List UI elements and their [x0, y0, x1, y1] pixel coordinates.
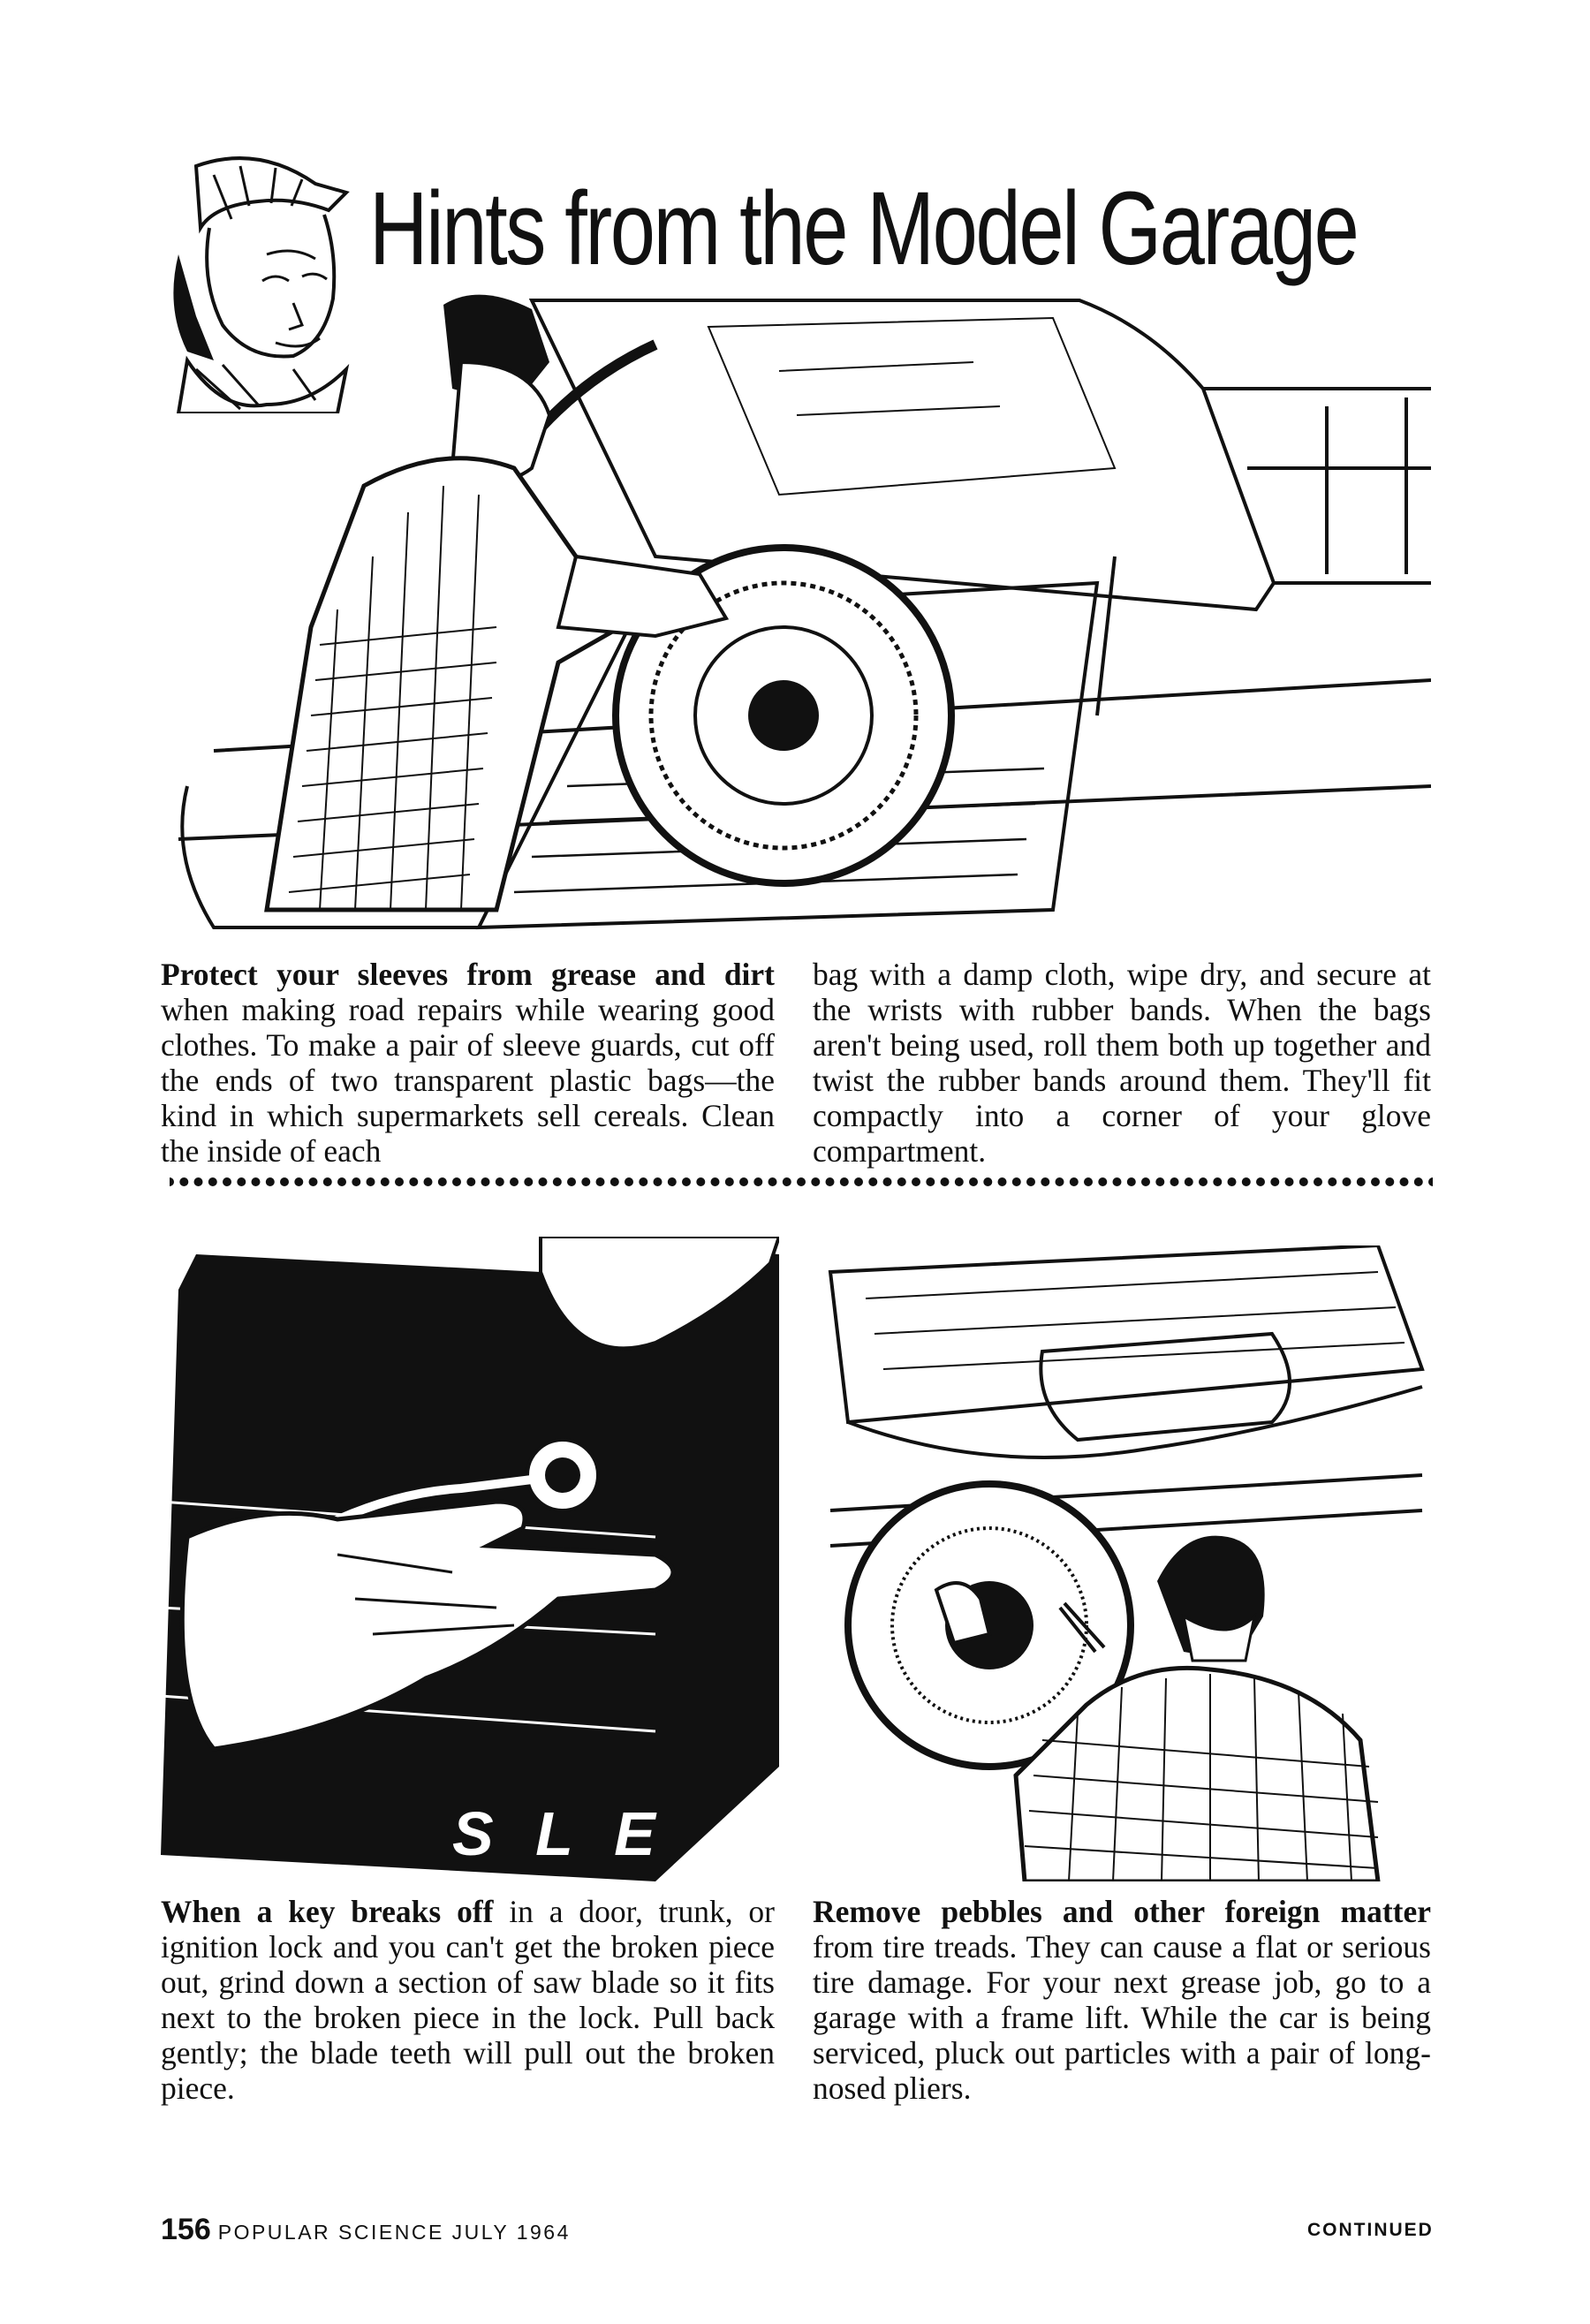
divider-dot	[668, 1177, 677, 1186]
illustration-spare-tire-trunk	[161, 291, 1431, 936]
hint-sleeves-text-a: when making road repairs while wearing good clothes. To make a pair of sleeve guards, cut off the ends of two transparent plastic bags—the kind in which supermarkets sell cereals. Clean the inside of each	[161, 992, 775, 1169]
divider-dot	[309, 1177, 318, 1186]
divider-dot	[1084, 1177, 1093, 1186]
divider-dot	[1070, 1177, 1079, 1186]
divider-dot	[481, 1177, 490, 1186]
page-title: Hints from the Model Garage	[369, 170, 1358, 287]
continued-label: CONTINUED	[1307, 2220, 1434, 2240]
divider-dot	[237, 1177, 246, 1186]
divider-dot	[639, 1177, 647, 1186]
divider-dot	[1414, 1177, 1423, 1186]
divider-dot	[826, 1177, 835, 1186]
page-number: 156	[161, 2213, 211, 2246]
divider-dot	[294, 1177, 303, 1186]
divider-dot	[510, 1177, 519, 1186]
divider-dot	[323, 1177, 332, 1186]
divider-dot	[1270, 1177, 1279, 1186]
divider-dot	[725, 1177, 734, 1186]
divider-dot	[1155, 1177, 1164, 1186]
hint-broken-key	[161, 1894, 775, 2106]
divider-dot	[783, 1177, 791, 1186]
divider-dot	[539, 1177, 548, 1186]
divider-dot	[170, 1177, 174, 1186]
hint-sleeves-column-2: bag with a damp cloth, wipe dry, and secure at the wrists with rubber bands. When the bags aren't being used, roll them both up together and twist the rubber bands around them. They'll fit compactly into a corner of your glove compartment.	[813, 957, 1431, 1169]
publication-line: POPULAR SCIENCE JULY 1964	[217, 2221, 571, 2244]
divider-dot	[1328, 1177, 1336, 1186]
divider-dot	[1199, 1177, 1208, 1186]
divider-dot	[983, 1177, 992, 1186]
divider-dot	[941, 1177, 950, 1186]
divider-dot	[696, 1177, 705, 1186]
divider-dot	[883, 1177, 892, 1186]
divider-dot	[1285, 1177, 1294, 1186]
divider-dot	[1041, 1177, 1049, 1186]
divider-dot	[625, 1177, 633, 1186]
hint-broken-key-lead: When a key breaks off	[161, 1894, 494, 1929]
divider-dot	[266, 1177, 275, 1186]
divider-dot	[811, 1177, 820, 1186]
divider-dot	[496, 1177, 504, 1186]
divider-dot	[553, 1177, 562, 1186]
divider-dot	[1385, 1177, 1394, 1186]
hint-sleeves-lead: Protect your sleeves from grease and dirt	[161, 957, 775, 992]
divider-dot	[409, 1177, 418, 1186]
divider-dot	[1242, 1177, 1251, 1186]
divider-dot	[797, 1177, 806, 1186]
divider-dot	[1357, 1177, 1366, 1186]
hint-tire-pebbles-lead: Remove pebbles and other foreign matter	[813, 1894, 1431, 1929]
divider-dot	[223, 1177, 231, 1186]
divider-dot	[1098, 1177, 1107, 1186]
divider-dot	[424, 1177, 433, 1186]
divider-dot	[280, 1177, 289, 1186]
divider-dot	[998, 1177, 1007, 1186]
illustration-broken-key-lock	[161, 1237, 779, 1881]
dotted-divider	[170, 1175, 1433, 1189]
divider-dot	[926, 1177, 935, 1186]
divider-dot	[1141, 1177, 1150, 1186]
divider-dot	[596, 1177, 605, 1186]
illustration-car-on-lift	[813, 1245, 1431, 1881]
divider-dot	[567, 1177, 576, 1186]
divider-dot	[897, 1177, 906, 1186]
page-footer-left	[161, 2213, 571, 2247]
divider-dot	[367, 1177, 375, 1186]
divider-dot	[524, 1177, 533, 1186]
divider-dot	[1371, 1177, 1380, 1186]
divider-dot	[955, 1177, 964, 1186]
divider-dot	[337, 1177, 346, 1186]
divider-dot	[682, 1177, 691, 1186]
divider-dot	[452, 1177, 461, 1186]
hint-sleeves-column-1	[161, 957, 775, 1169]
divider-dot	[1228, 1177, 1237, 1186]
divider-dot	[1213, 1177, 1222, 1186]
divider-dot	[352, 1177, 360, 1186]
divider-dot	[581, 1177, 590, 1186]
divider-dot	[252, 1177, 261, 1186]
divider-dot	[466, 1177, 475, 1186]
divider-dot	[969, 1177, 978, 1186]
divider-dot	[739, 1177, 748, 1186]
divider-dot	[1056, 1177, 1064, 1186]
divider-dot	[179, 1177, 188, 1186]
divider-dot	[753, 1177, 762, 1186]
divider-dot	[768, 1177, 777, 1186]
divider-dot	[912, 1177, 920, 1186]
hint-tire-pebbles-text: from tire treads. They can cause a flat or serious tire damage. For your next grease job, go to a garage with a frame lift. While the car is being serviced, pluck out particles with a pair of long-nosed pliers.	[813, 1929, 1431, 2106]
divider-dot	[1185, 1177, 1193, 1186]
divider-dot	[395, 1177, 404, 1186]
divider-dot	[381, 1177, 390, 1186]
divider-dot	[1256, 1177, 1265, 1186]
hint-tire-pebbles	[813, 1894, 1431, 2106]
divider-dot	[1428, 1177, 1433, 1186]
hint-broken-key-text: in a door, trunk, or ignition lock and you can't get the broken piece out, grind down a section of saw blade so it fits next to the broken piece in the lock. Pull back gently; the blade teeth will pull out the broken piece.	[161, 1894, 775, 2106]
divider-dot	[654, 1177, 662, 1186]
divider-dot	[1314, 1177, 1322, 1186]
divider-dot	[438, 1177, 447, 1186]
divider-dot	[1127, 1177, 1136, 1186]
divider-dot	[840, 1177, 849, 1186]
divider-dot	[868, 1177, 877, 1186]
divider-dot	[1113, 1177, 1122, 1186]
decal-letters: S L E	[452, 1799, 668, 1868]
divider-dot	[1299, 1177, 1308, 1186]
divider-dot	[1343, 1177, 1352, 1186]
divider-dot	[610, 1177, 619, 1186]
divider-dot	[711, 1177, 720, 1186]
divider-dot	[1170, 1177, 1179, 1186]
divider-dot	[1012, 1177, 1021, 1186]
divider-dot	[854, 1177, 863, 1186]
divider-dot	[1026, 1177, 1035, 1186]
divider-dot	[208, 1177, 217, 1186]
divider-dot	[194, 1177, 203, 1186]
divider-dot	[1400, 1177, 1409, 1186]
